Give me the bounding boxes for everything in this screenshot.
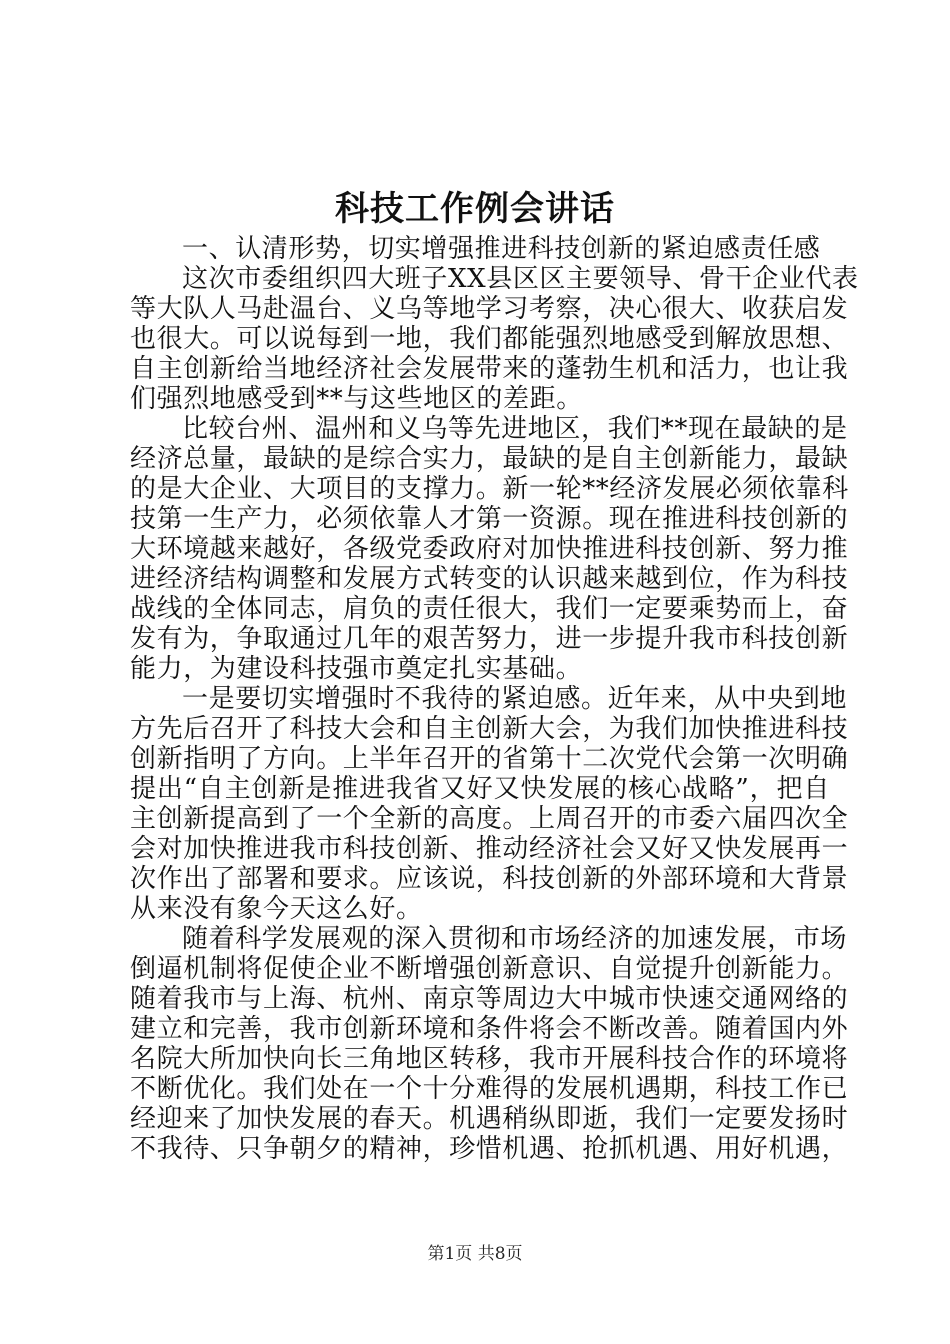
text-line: 倒逼机制将促使企业不断增强创新意识、自觉提升创新能力。 [130, 954, 849, 984]
document-title: 科技工作例会讲话 [335, 189, 615, 229]
text-line: 次作出了部署和要求。应该说，科技创新的外部环境和大背景 [130, 864, 849, 894]
text-line: 名院大所加快向长三角地区转移，我市开展科技合作的环境将 [130, 1044, 849, 1074]
text-line: 大环境越来越好，各级党委政府对加快推进科技创新、努力推 [130, 534, 849, 564]
text-line: 这次市委组织四大班子XX县区区主要领导、骨干企业代表 [182, 264, 859, 294]
text-line: 进经济结构调整和发展方式转变的认识越来越到位，作为科技 [130, 564, 849, 594]
text-line: 主创新提高到了一个全新的高度。上周召开的市委六届四次全 [130, 804, 849, 834]
text-line: 也很大。可以说每到一地，我们都能强烈地感受到解放思想、 [130, 324, 849, 354]
text-line: 战线的全体同志，肩负的责任很大，我们一定要乘势而上，奋 [130, 594, 849, 624]
text-line: 创新指明了方向。上半年召开的省第十二次党代会第一次明确 [130, 744, 849, 774]
text-line: 方先后召开了科技大会和自主创新大会，为我们加快推进科技 [130, 714, 849, 744]
text-line: 一、认清形势，切实增强推进科技创新的紧迫感责任感 [182, 234, 821, 264]
text-line: 发有为，争取通过几年的艰苦努力，进一步提升我市科技创新 [130, 624, 849, 654]
text-line: 会对加快推进我市科技创新、推动经济社会又好又快发展再一 [130, 834, 849, 864]
text-line: 从来没有象今天这么好。 [130, 894, 423, 924]
text-line: 建立和完善，我市创新环境和条件将会不断改善。随着国内外 [130, 1014, 849, 1044]
text-line: 经迎来了加快发展的春天。机遇稍纵即逝，我们一定要发扬时 [130, 1104, 849, 1134]
text-line: 们强烈地感受到**与这些地区的差距。 [130, 384, 583, 414]
text-line: 随着科学发展观的深入贯彻和市场经济的加速发展，市场 [182, 924, 848, 954]
text-line: 经济总量，最缺的是综合实力，最缺的是自主创新能力，最缺 [130, 444, 849, 474]
page-footer: 第1页 共8页 [427, 1244, 523, 1264]
text-line: 比较台州、温州和义乌等先进地区，我们**现在最缺的是 [182, 414, 848, 444]
document-body [130, 234, 859, 1164]
text-line: 能力，为建设科技强市奠定扎实基础。 [130, 654, 583, 684]
text-line: 自主创新给当地经济社会发展带来的蓬勃生机和活力，也让我 [130, 354, 849, 384]
text-line: 的是大企业、大项目的支撑力。新一轮**经济发展必须依靠科 [130, 474, 849, 504]
text-line: 随着我市与上海、杭州、南京等周边大中城市快速交通网络的 [130, 984, 849, 1014]
text-line: 等大队人马赴温台、义乌等地学习考察，决心很大、收获启发 [130, 294, 849, 324]
text-line: 不断优化。我们处在一个十分难得的发展机遇期，科技工作已 [130, 1074, 849, 1104]
text-line: 一是要切实增强时不我待的紧迫感。近年来，从中央到地 [182, 684, 848, 714]
text-line: 提出“自主创新是推进我省又好又快发展的核心战略”，把自 [130, 774, 830, 804]
text-line: 不我待、只争朝夕的精神，珍惜机遇、抢抓机遇、用好机遇， [130, 1134, 849, 1164]
text-line: 技第一生产力，必须依靠人才第一资源。现在推进科技创新的 [130, 504, 849, 534]
